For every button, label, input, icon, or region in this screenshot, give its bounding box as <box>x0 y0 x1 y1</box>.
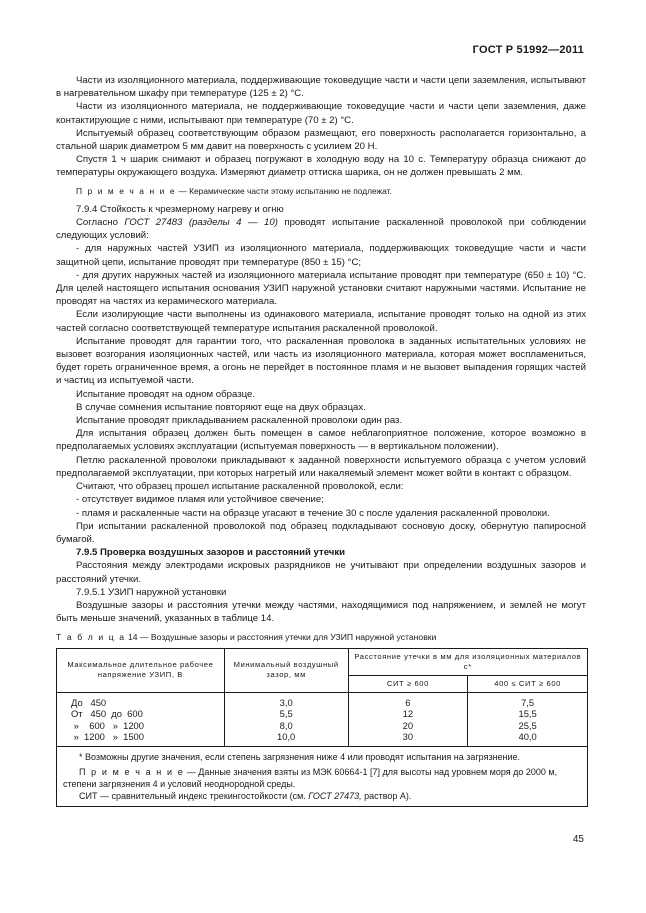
paragraph: Испытуемый образец соответствующим образом размещают, его поверхность располагается горизонтально, а стальной шарик диаметром 5 мм давит на поверхность с усилием 20 Н. <box>56 127 586 153</box>
paragraph <box>56 216 586 242</box>
cell-creepage-2: 7,5 <box>468 692 588 708</box>
section-heading: 7.9.5 Проверка воздушных зазоров и расстояний утечки <box>76 547 346 559</box>
note-text: — Данные значения взяты из МЭК 60664-1 [7] для высоты над уровнем моря до 2000 м, степени загрязнения 4 и условий неоднородной среды. <box>63 766 558 789</box>
subsection-title: 7.9.4 Стойкость к чрезмерному нагреву и огню <box>76 203 284 215</box>
cell-voltage: До 450 <box>57 692 225 708</box>
paragraph: При испытании раскаленной проволокой под образец подкладывают сосновую доску, обернутую папиросной бумагой. <box>56 520 586 545</box>
paragraph: Части из изоляционного материала, не поддерживающие токоведущие части и части цепи заземления, даже контактирующие с ними, испытывают при температуре (70 ± 2) °С. <box>56 101 586 126</box>
note-label: П р и м е ч а н и е <box>79 766 185 777</box>
paragraph: Расстояния между электродами искровых разрядников не учитывают при определении воздушных зазоров и расстояний утечки. <box>56 560 586 585</box>
paragraph: Части из изоляционного материала, поддерживающие токоведущие части и части цепи заземления, испытывают в нагревательном шкафу при температуре (125 ± 2) °С. <box>56 75 586 100</box>
cell-clearance: 5,5 <box>224 708 348 720</box>
cell-voltage: От 450 до 600 <box>57 708 225 720</box>
header-clearance: Минимальный воздушный зазор, мм <box>224 648 348 692</box>
table-row <box>57 731 588 746</box>
paragraph: Если изолирующие части выполнены из одинакового материала, испытание проводят только на одной из этих частей согласно соответствующей температуре испытания раскаленной проволокой. <box>56 309 586 334</box>
table-note <box>63 766 581 790</box>
header-cti-1: СИТ ≥ 600 <box>348 675 468 692</box>
cell-creepage-2: 25,5 <box>468 720 588 732</box>
subsection-title: 7.9.5.1 УЗИП наружной установки <box>76 586 227 598</box>
document-body <box>56 74 586 807</box>
standard-reference-link[interactable]: ГОСТ 27473, <box>308 790 362 801</box>
table-caption-text: 14 — Воздушные зазоры и расстояния утечки для УЗИП наружной установки <box>125 632 437 643</box>
note-label: П р и м е ч а н и е <box>76 185 177 196</box>
paragraph: - пламя и раскаленные части на образце угасают в течение 30 с после удаления раскаленной проволоки. <box>76 507 550 519</box>
paragraph: - отсутствует видимое пламя или устойчивое свечение; <box>76 494 324 506</box>
paragraph: В случае сомнения испытание повторяют еще на двух образцах. <box>76 401 366 413</box>
paragraph: Испытание проводят на одном образце. <box>76 388 255 400</box>
table-footnote: * Возможны другие значения, если степень загрязнения ниже 4 или проводят испытания на загрязнение. <box>79 751 521 762</box>
note-text: — Керамические части этому испытанию не подлежат. <box>176 185 392 196</box>
text-part: раствор А). <box>361 790 412 801</box>
paragraph: - для других наружных частей из изоляционного материала испытание проводят при температуре (650 ± 10) °С. Для целей настоящего испытания основания УЗИП наружной установки считают наружными частями. Испытание не проводят на частях из керамического материала. <box>56 269 586 308</box>
table-caption <box>56 631 586 644</box>
header-creepage: Расстояние утечки в мм для изоляционных материалов с* <box>348 648 587 675</box>
note <box>56 185 586 198</box>
cell-creepage-1: 6 <box>348 692 468 708</box>
table-row <box>57 720 588 732</box>
cell-clearance: 3,0 <box>224 692 348 708</box>
cell-creepage-2: 40,0 <box>468 731 588 746</box>
paragraph: Петлю раскаленной проволоки прикладывают к заданной поверхности испытуемого образца с учетом условий предполагаемой эксплуатации, при которых нагретый или накаляемый элемент может войти в контакт с образцом. <box>56 454 586 479</box>
cell-voltage: » 600 » 1200 <box>57 720 225 732</box>
table-notes <box>57 746 588 806</box>
text-part: СИТ — сравнительный индекс трекингостойкости (см. <box>79 790 309 801</box>
cell-clearance: 8,0 <box>224 720 348 732</box>
cell-creepage-1: 30 <box>348 731 468 746</box>
table-caption-label: Т а б л и ц а <box>56 632 126 643</box>
paragraph: Считают, что образец прошел испытание раскаленной проволокой, если: <box>76 481 404 493</box>
header-voltage: Максимальное длительное рабочее напряжение УЗИП, В <box>57 648 225 692</box>
clearance-table <box>56 648 588 807</box>
paragraph: Спустя 1 ч шарик снимают и образец погружают в холодную воду на 10 с. Температуру образца снижают до температуры окружающего воздуха. Измеряют диаметр оттиска шарика, он не должен превышать 2 мм. <box>56 154 586 179</box>
table-note-cti <box>63 790 581 802</box>
document-header: ГОСТ Р 51992—2011 <box>472 44 584 56</box>
page-number: 45 <box>572 834 584 845</box>
cell-clearance: 10,0 <box>224 731 348 746</box>
cell-creepage-1: 20 <box>348 720 468 732</box>
text-part: Согласно <box>76 217 125 229</box>
paragraph: Испытание проводят прикладыванием раскаленной проволоки один раз. <box>76 415 403 427</box>
cell-creepage-2: 15,5 <box>468 708 588 720</box>
header-cti-2: 400 ≤ СИТ ≥ 600 <box>468 675 588 692</box>
standard-reference-link[interactable]: ГОСТ 27483 (разделы 4 — 10) <box>124 217 278 229</box>
paragraph: Воздушные зазоры и расстояния утечки между частями, находящимися под напряжением, и землей не могут быть меньше значений, указанных в таблице 14. <box>56 599 586 625</box>
cell-creepage-1: 12 <box>348 708 468 720</box>
paragraph: Испытание проводят для гарантии того, что раскаленная проволока в заданных испытательных условиях не вызовет возгорания изоляционных частей, или часть из изоляционного материала, которая может воспламениться, будет гореть ограниченное время, а огонь не перейдет в постоянное пламя и не вызовет выпадения горящих частей и частиц из испытуемой части. <box>56 335 586 387</box>
table-row <box>57 692 588 708</box>
paragraph: Для испытания образец должен быть помещен в самое неблагоприятное положение, которое возможно в предполагаемых условиях эксплуатации (испытуемая поверхность — в вертикальном положении). <box>56 428 586 453</box>
text-part: проводят испытание раскаленной проволокой при соблюдении следующих условий: <box>56 217 586 242</box>
table-row <box>57 708 588 720</box>
paragraph: - для наружных частей УЗИП из изоляционного материала, поддерживающих токоведущие части и части защитной цепи, испытание проводят при температуре (850 ± 15) °С; <box>56 243 586 268</box>
cell-voltage: » 1200 » 1500 <box>57 731 225 746</box>
